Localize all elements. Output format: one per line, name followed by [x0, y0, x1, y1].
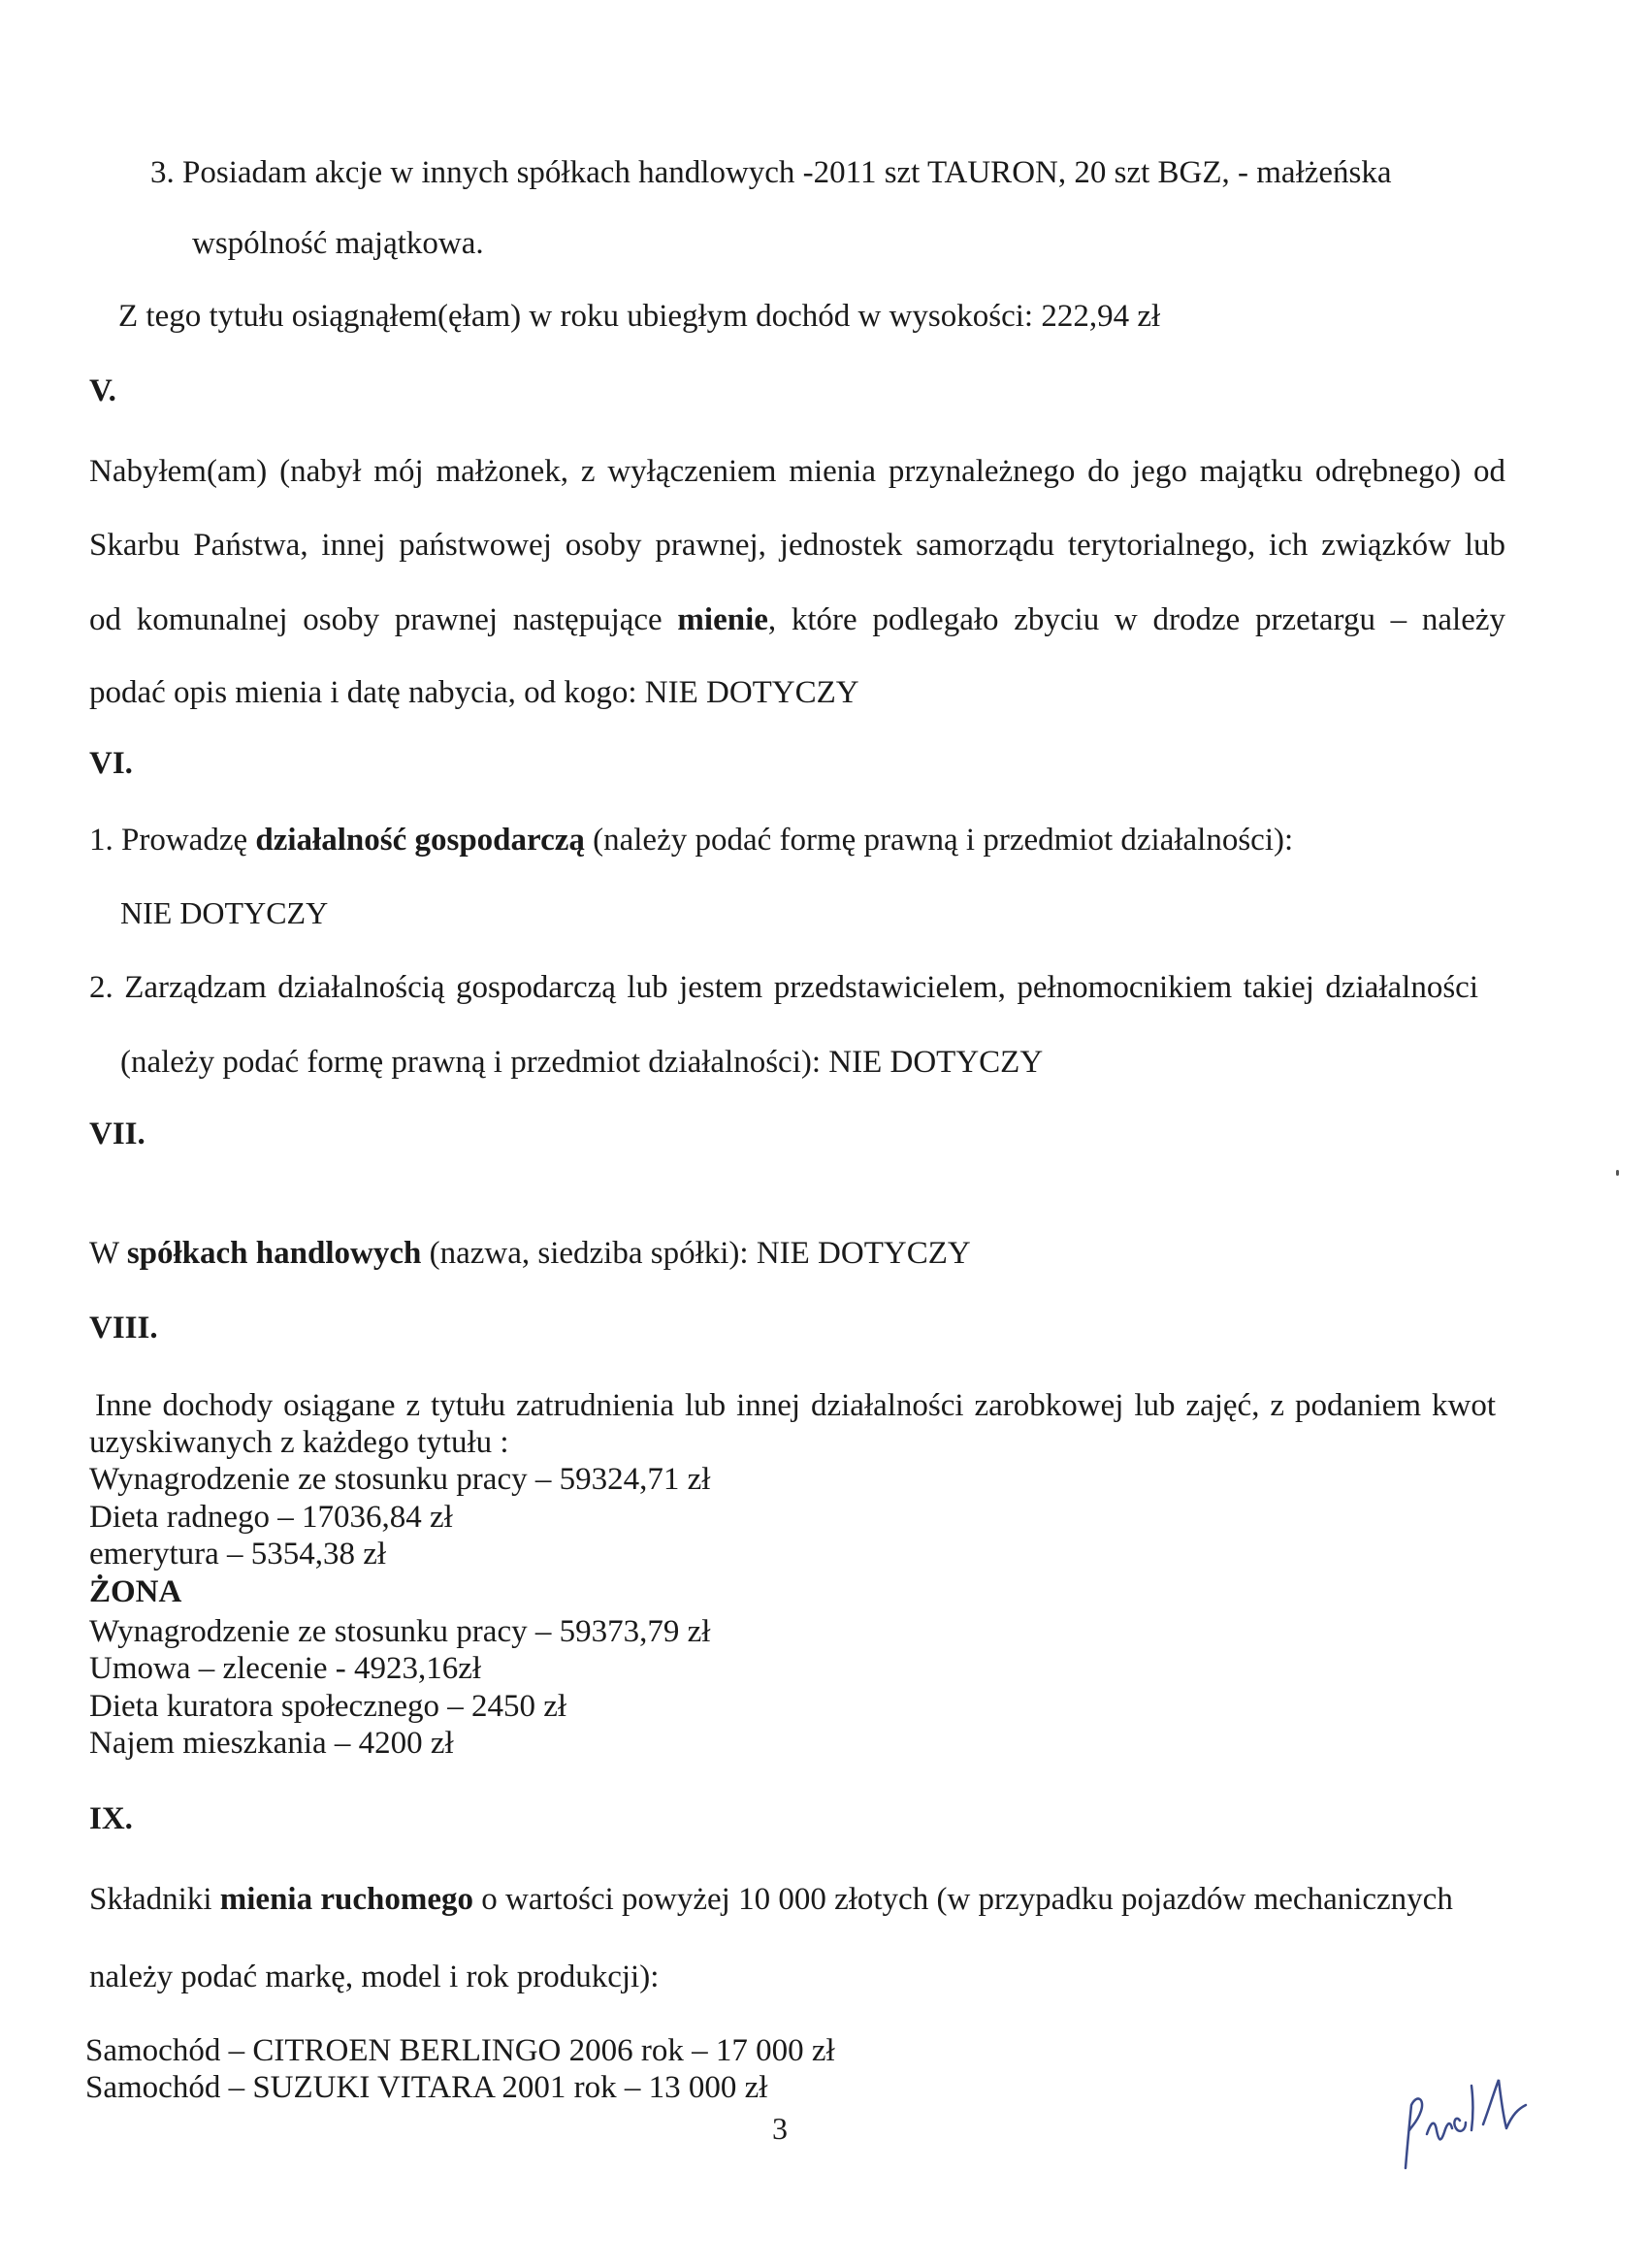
- income-item: emerytura – 5354,38 zł: [89, 1537, 387, 1571]
- share-income-line: Z tego tytułu osiągnąłem(ęłam) w roku ubiegłym dochód w wysokości: 222,94 zł: [118, 299, 1161, 334]
- section-vii-text: [89, 1234, 971, 1273]
- income-item: Dieta radnego – 17036,84 zł: [89, 1500, 453, 1535]
- section-v-heading: V.: [89, 373, 116, 408]
- section-v-line3-bold: mienie: [677, 602, 768, 637]
- section-ix-line1-before: Składniki: [89, 1882, 220, 1917]
- section-v-line2: Skarbu Państwa, innej państwowej osoby prawnej, jednostek samorządu terytorialnego, ich związków lub: [89, 528, 1505, 563]
- vehicle-item: Samochód – CITROEN BERLINGO 2006 rok – 17 000 zł: [85, 2033, 835, 2068]
- share-holdings-line1: 3. Posiadam akcje w innych spółkach handlowych -2011 szt TAURON, 20 szt BGZ, - małżeńska: [150, 155, 1392, 190]
- section-vi-item1-before: 1. Prowadzę: [89, 823, 256, 858]
- section-vii-text-after: (nazwa, siedziba spółki): NIE DOTYCZY: [421, 1236, 971, 1271]
- section-vi-heading: VI.: [89, 746, 133, 781]
- section-ix-heading: IX.: [89, 1801, 133, 1836]
- wife-income-item: Umowa – zlecenie - 4923,16zł: [89, 1651, 482, 1686]
- section-vii-text-bold: spółkach handlowych: [126, 1236, 422, 1271]
- wife-heading: ŻONA: [89, 1574, 182, 1609]
- section-v-line3: [89, 600, 1505, 639]
- handwritten-signature: [1392, 2066, 1547, 2192]
- wife-income-item: Wynagrodzenie ze stosunku pracy – 59373,79 zł: [89, 1614, 711, 1649]
- section-vi-item1-answer: NIE DOTYCZY: [120, 895, 329, 930]
- scan-speck: [1616, 1170, 1619, 1176]
- section-vii-text-before: W: [89, 1236, 127, 1271]
- section-viii-intro-line1: Inne dochody osiągane z tytułu zatrudnienia lub innej działalności zarobkowej lub zajęć, z podaniem kwot: [95, 1388, 1496, 1423]
- share-holdings-line2: wspólność majątkowa.: [192, 226, 484, 261]
- section-ix-line2: należy podać markę, model i rok produkcji):: [89, 1960, 660, 1994]
- section-v-line3-before: od komunalnej osoby prawnej następujące: [89, 602, 678, 637]
- section-v-line4: podać opis mienia i datę nabycia, od kogo: NIE DOTYCZY: [89, 675, 859, 710]
- section-vi-item1-after: (należy podać formę prawną i przedmiot działalności):: [584, 823, 1294, 858]
- wife-income-item: Najem mieszkania – 4200 zł: [89, 1726, 454, 1761]
- section-v-line1: Nabyłem(am) (nabył mój małżonek, z wyłączeniem mienia przynależnego do jego majątku odrębnego) od: [89, 454, 1505, 489]
- vehicle-item: Samochód – SUZUKI VITARA 2001 rok – 13 000 zł: [85, 2070, 768, 2105]
- page-number: 3: [772, 2111, 788, 2146]
- section-vi-item2-line2: (należy podać formę prawną i przedmiot działalności): NIE DOTYCZY: [120, 1045, 1044, 1080]
- section-vi-item2-line1: 2. Zarządzam działalnością gospodarczą lub jestem przedstawicielem, pełnomocnikiem takiej działalności: [89, 970, 1478, 1005]
- section-vii-heading: VII.: [89, 1117, 146, 1151]
- section-viii-intro-line2: uzyskiwanych z każdego tytułu :: [89, 1425, 509, 1460]
- section-viii-heading: VIII.: [89, 1311, 158, 1345]
- wife-income-item: Dieta kuratora społecznego – 2450 zł: [89, 1689, 567, 1724]
- section-ix-line1: [89, 1880, 1453, 1919]
- section-ix-line1-after: o wartości powyżej 10 000 złotych (w przypadku pojazdów mechanicznych: [472, 1882, 1453, 1917]
- income-item: Wynagrodzenie ze stosunku pracy – 59324,71 zł: [89, 1462, 711, 1497]
- section-ix-line1-bold: mienia ruchomego: [219, 1882, 473, 1917]
- section-vi-item1-bold: działalność gospodarczą: [255, 823, 585, 858]
- section-vi-item1: [89, 821, 1293, 859]
- section-v-line3-after: , które podlegało zbyciu w drodze przetargu – należy: [767, 602, 1505, 637]
